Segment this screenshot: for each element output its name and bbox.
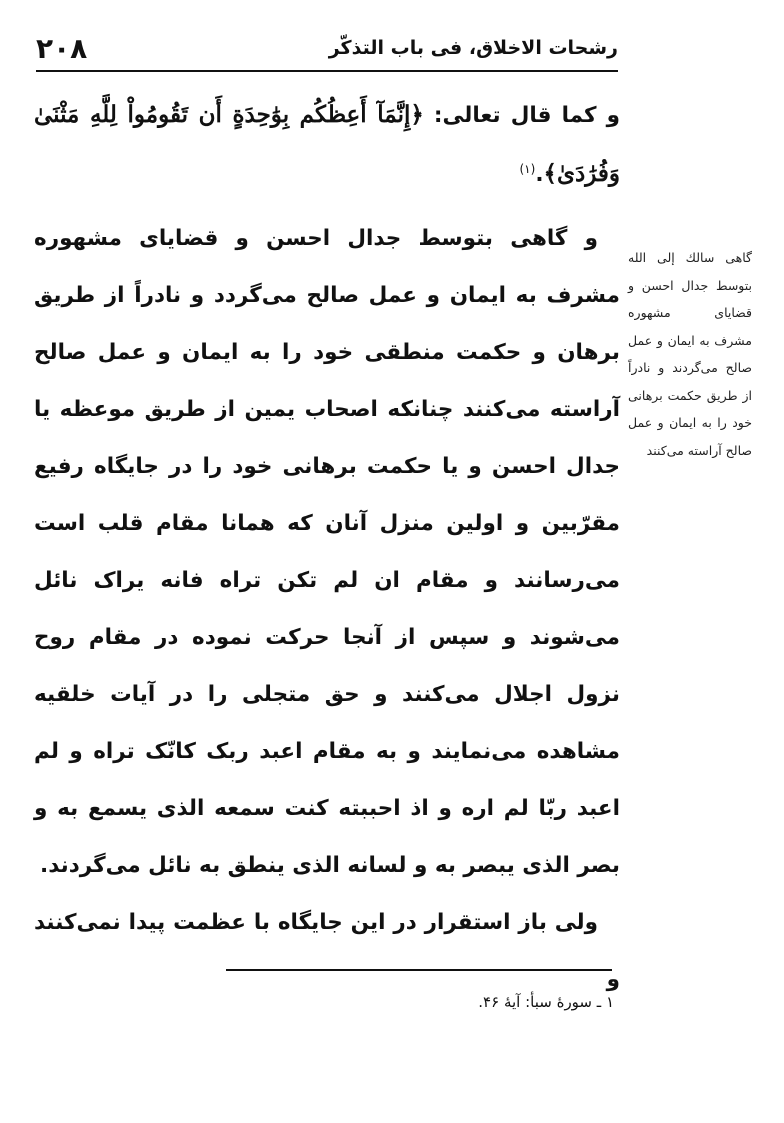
margin-note: گاهی سالك إلی الله بتوسط جدال احسن و قضایای مشهوره مشرف به ایمان و عمل صالح می‌گردند و نادراً از طریق حکمت برهانی خود را به ایمان و عمل صالح آراسته می‌کنند [628, 250, 752, 458]
footnote-divider [226, 969, 612, 971]
body-paragraph-1: و گاهی بتوسط جدال احسن و قضایای مشهوره مشرف به ایمان و عمل صالح می‌گردد و نادراً از طریق برهان و حکمت منطقی خود را به ایمان و عمل صالح آراسته می‌کنند چنانکه اصحاب یمین از طریق موعظه یا جدال احسن و یا حکمت برهانی خود را در جایگاه رفیع مقرّبین و اولین منزل آنان که همانا مقام قلب است می‌رسانند و مقام ان لم تکن تراه فانه یراک نائل می‌شوند و سپس از آنجا حرکت نموده در مقام روح نزول اجلال می‌کنند و حق متجلی را در آیات خلقیه مشاهده می‌نمایند و به مقام اعبد ربک کانّک تراه و لم اعبد ربّا لم اره و اذ احببته کنت سمعه الذی یسمع به و بصر الذی یبصر به و لسانه الذی ینطق به نائل می‌گردند. [34, 226, 620, 878]
body-paragraph-2: ولی باز استقرار در این جایگاه با عظمت پیدا نمی‌کنند و [34, 910, 620, 992]
page-number: ۲۰۸ [36, 31, 88, 65]
footnote-reference: (۱) [519, 161, 536, 176]
page-header [36, 26, 618, 72]
main-text [34, 86, 620, 1008]
quran-verse: ﴿إِنَّمَآ أَعِظُكُم بِوَٰحِدَةٍ أَن تَقُومُواْ لِلَّهِ مَثْنَىٰ وَفُرَٰدَىٰ﴾ [34, 101, 620, 187]
quote-paragraph [34, 86, 620, 204]
quote-intro: و کما قال تعالی: [433, 103, 620, 128]
verse-end: . [535, 162, 544, 187]
running-title: رشحات الاخلاق، فی باب التذکّر [328, 37, 618, 59]
footnote: ۱ ـ سورهٔ سبأ: آیهٔ ۴۶. [478, 993, 614, 1011]
